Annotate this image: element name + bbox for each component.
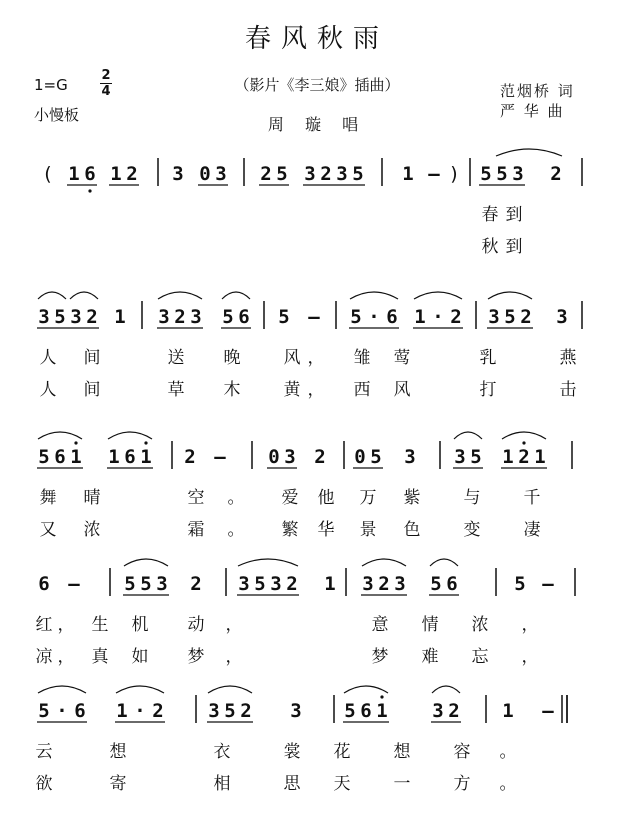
- lyric-verse-2: 到: [505, 237, 523, 257]
- jianpu-note: –: [68, 573, 80, 595]
- lyric-verse-2: 。: [227, 520, 245, 540]
- lyric-verse-1: 。: [227, 488, 245, 508]
- lyric-verse-1: 爱: [281, 488, 299, 508]
- jianpu-note: 5: [276, 163, 288, 185]
- jianpu-note: 2: [240, 700, 252, 722]
- jianpu-note: 5: [54, 306, 66, 328]
- lyric-verse-1: 紫: [403, 488, 421, 508]
- slur-arc: [38, 686, 86, 693]
- slur-arc: [454, 432, 482, 439]
- lyric-verse-1: 意: [371, 615, 389, 635]
- jianpu-note: 2: [314, 446, 326, 468]
- jianpu-note: 2: [320, 163, 332, 185]
- jianpu-note: 1: [68, 163, 80, 185]
- jianpu-note: 3: [556, 306, 568, 328]
- composer-credit: 严 华 曲: [500, 102, 565, 120]
- jianpu-note: 2: [286, 573, 298, 595]
- jianpu-note: 0: [354, 446, 366, 468]
- slur-arc: [362, 559, 406, 566]
- slur-arc: [430, 559, 458, 566]
- lyric-verse-2: 风: [393, 380, 411, 400]
- jianpu-note: 2: [378, 573, 390, 595]
- jianpu-note: 5: [480, 163, 492, 185]
- slur-arc: [38, 432, 82, 439]
- jianpu-note: 6: [446, 573, 458, 595]
- jianpu-note: ·: [134, 700, 146, 722]
- lyric-verse-2: 方: [453, 774, 471, 794]
- lyric-verse-2: ，: [307, 380, 325, 400]
- jianpu-note: 3: [172, 163, 184, 185]
- jianpu-note: 3: [284, 446, 296, 468]
- jianpu-note: 5: [370, 446, 382, 468]
- jianpu-note: 2: [260, 163, 272, 185]
- jianpu-note: 1: [110, 163, 122, 185]
- lyric-verse-2: 寄: [109, 774, 127, 794]
- jianpu-note: 1: [376, 700, 388, 722]
- slur-arc: [488, 292, 532, 299]
- lyric-verse-2: 变: [463, 520, 481, 540]
- jianpu-note: 1: [140, 446, 152, 468]
- jianpu-note: 1: [116, 700, 128, 722]
- jianpu-note: 5: [124, 573, 136, 595]
- lyric-verse-2: ，: [521, 647, 539, 667]
- lyric-verse-1: 空: [187, 488, 205, 508]
- jianpu-note: 5: [350, 306, 362, 328]
- jianpu-note: 3: [156, 573, 168, 595]
- jianpu-note: 5: [496, 163, 508, 185]
- jianpu-note: 0: [268, 446, 280, 468]
- key-signature: 1=G: [34, 76, 68, 94]
- singer-credit: 周 璇 唱: [267, 115, 367, 134]
- lyric-verse-1: 春: [481, 205, 499, 225]
- lyric-verse-2: 黄: [283, 380, 301, 400]
- lyric-verse-1: 万: [359, 488, 377, 508]
- lyric-verse-1: 生: [91, 615, 109, 635]
- jianpu-note: 2: [152, 700, 164, 722]
- lyric-verse-1: 千: [523, 488, 541, 508]
- jianpu-note: 6: [386, 306, 398, 328]
- lyric-verse-1: 到: [505, 205, 523, 225]
- jianpu-note: 5: [222, 306, 234, 328]
- lyric-verse-2: 击: [559, 380, 577, 400]
- tempo-marking: 小慢板: [34, 106, 80, 124]
- jianpu-note: 5: [140, 573, 152, 595]
- slur-arc: [414, 292, 462, 299]
- lyric-verse-1: 晚: [223, 348, 241, 368]
- jianpu-note: 1: [324, 573, 336, 595]
- lyric-verse-1: 衣: [213, 742, 231, 762]
- slur-arc: [502, 432, 546, 439]
- jianpu-note: –: [542, 573, 554, 595]
- jianpu-note: 1: [414, 306, 426, 328]
- time-signature-bottom: 4: [101, 84, 111, 99]
- jianpu-note: 3: [454, 446, 466, 468]
- slur-arc: [496, 149, 562, 156]
- jianpu-note: 5: [430, 573, 442, 595]
- lyric-verse-1: ，: [521, 615, 539, 635]
- lyric-verse-2: 霜: [187, 520, 205, 540]
- jianpu-note: 2: [448, 700, 460, 722]
- lyric-verse-1: 情: [421, 615, 439, 635]
- lyric-verse-2: 忘: [471, 647, 489, 667]
- song-title: 春风秋雨: [244, 24, 389, 54]
- lyric-verse-1: 他: [317, 488, 335, 508]
- lyric-verse-2: 梦: [187, 647, 205, 667]
- jianpu-note: 5: [352, 163, 364, 185]
- jianpu-note: –: [214, 446, 226, 468]
- lyric-verse-2: 如: [131, 647, 149, 667]
- jianpu-note: 6: [38, 573, 50, 595]
- lyric-verse-1: 浓: [471, 615, 489, 635]
- lyric-verse-1: 机: [131, 615, 149, 635]
- jianpu-note: 1: [502, 446, 514, 468]
- lyric-verse-1: 云: [35, 742, 53, 762]
- jianpu-note: 3: [512, 163, 524, 185]
- lyric-verse-1: 送: [167, 348, 185, 368]
- lyric-verse-1: 想: [109, 742, 127, 762]
- lyric-verse-2: 。: [499, 774, 517, 794]
- jianpu-note: 5: [470, 446, 482, 468]
- jianpu-note: 3: [158, 306, 170, 328]
- lyric-verse-1: 。: [499, 742, 517, 762]
- jianpu-note: 6: [238, 306, 250, 328]
- lyric-verse-2: 凄: [523, 520, 541, 540]
- lyric-verse-1: 燕: [559, 348, 577, 368]
- lyric-verse-1: 莺: [393, 348, 411, 368]
- jianpu-note: 2: [190, 573, 202, 595]
- jianpu-note: 3: [336, 163, 348, 185]
- jianpu-note: 3: [215, 163, 227, 185]
- lyric-verse-2: 相: [213, 774, 231, 794]
- lyric-verse-1: ，: [307, 348, 325, 368]
- slur-arc: [344, 686, 388, 693]
- lyric-verse-2: 真: [91, 647, 109, 667]
- jianpu-note: 3: [290, 700, 302, 722]
- lyric-verse-1: 裳: [283, 742, 301, 762]
- jianpu-note: 3: [394, 573, 406, 595]
- jianpu-note: 3: [404, 446, 416, 468]
- jianpu-note: 1: [114, 306, 126, 328]
- jianpu-note: 5: [514, 573, 526, 595]
- jianpu-note: ·: [56, 700, 68, 722]
- lyric-verse-1: 间: [83, 348, 101, 368]
- jianpu-note: ·: [432, 306, 444, 328]
- jianpu-note: 1: [70, 446, 82, 468]
- lyric-verse-2: 色: [403, 520, 421, 540]
- jianpu-note: 1: [502, 700, 514, 722]
- lyric-verse-1: 容: [453, 742, 471, 762]
- lyric-verse-2: 西: [353, 380, 371, 400]
- jianpu-note: 3: [362, 573, 374, 595]
- slur-arc: [208, 686, 252, 693]
- lyric-verse-1: ，: [57, 615, 75, 635]
- lyric-verse-2: 欲: [35, 774, 53, 794]
- jianpu-note: 6: [124, 446, 136, 468]
- lyric-verse-1: 想: [393, 742, 411, 762]
- jianpu-note: 2: [450, 306, 462, 328]
- score-parenthesis: (: [44, 163, 52, 185]
- jianpu-note: 3: [432, 700, 444, 722]
- jianpu-note: 2: [518, 446, 530, 468]
- jianpu-note: 2: [126, 163, 138, 185]
- lyricist-credit: 范烟桥 词: [500, 82, 575, 100]
- lyric-verse-2: ，: [57, 647, 75, 667]
- lyric-verse-1: 花: [333, 742, 351, 762]
- score-parenthesis: ): [450, 163, 458, 185]
- jianpu-note: 3: [488, 306, 500, 328]
- jianpu-note: 3: [70, 306, 82, 328]
- slur-arc: [158, 292, 202, 299]
- jianpu-note: 2: [174, 306, 186, 328]
- jianpu-note: 2: [520, 306, 532, 328]
- lyric-verse-2: 间: [83, 380, 101, 400]
- lyric-verse-1: ，: [225, 615, 243, 635]
- jianpu-note: 5: [224, 700, 236, 722]
- high-octave-dot: [74, 441, 77, 444]
- lyric-verse-1: 人: [39, 348, 57, 368]
- time-signature-top: 2: [101, 68, 111, 83]
- high-octave-dot: [144, 441, 147, 444]
- lyric-verse-2: 华: [317, 520, 335, 540]
- slur-arc: [238, 559, 298, 566]
- lyric-verse-1: 舞: [39, 488, 57, 508]
- lyric-verse-2: 又: [39, 520, 57, 540]
- lyric-verse-2: ，: [225, 647, 243, 667]
- lyric-verse-2: 凉: [35, 647, 53, 667]
- lyric-verse-2: 思: [283, 774, 301, 794]
- lyric-verse-1: 风: [283, 348, 301, 368]
- slur-arc: [116, 686, 164, 693]
- jianpu-note: 1: [402, 163, 414, 185]
- lyric-verse-1: 与: [463, 488, 481, 508]
- jianpu-note: 5: [504, 306, 516, 328]
- slur-arc: [70, 292, 98, 299]
- jianpu-note: 3: [270, 573, 282, 595]
- jianpu-note: 5: [254, 573, 266, 595]
- song-subtitle: （影片《李三娘》插曲）: [234, 76, 400, 94]
- jianpu-note: 3: [38, 306, 50, 328]
- lyric-verse-2: 繁: [281, 520, 299, 540]
- jianpu-note: 6: [360, 700, 372, 722]
- low-octave-dot: [88, 189, 91, 192]
- jianpu-note: 3: [238, 573, 250, 595]
- slur-arc: [222, 292, 250, 299]
- slur-arc: [108, 432, 152, 439]
- lyric-verse-2: 草: [167, 380, 185, 400]
- jianpu-note: 6: [74, 700, 86, 722]
- jianpu-note: 3: [208, 700, 220, 722]
- jianpu-note: 6: [84, 163, 96, 185]
- lyric-verse-2: 一: [393, 774, 411, 794]
- lyric-verse-1: 红: [35, 615, 53, 635]
- jianpu-note: 2: [86, 306, 98, 328]
- jianpu-note: –: [308, 306, 320, 328]
- lyric-verse-2: 景: [359, 520, 377, 540]
- jianpu-note: 0: [199, 163, 211, 185]
- lyric-verse-1: 动: [187, 615, 205, 635]
- jianpu-note: ·: [368, 306, 380, 328]
- jianpu-note: 5: [38, 700, 50, 722]
- jianpu-note: 1: [534, 446, 546, 468]
- jianpu-note: 5: [38, 446, 50, 468]
- jianpu-note: 5: [344, 700, 356, 722]
- slur-arc: [124, 559, 168, 566]
- jianpu-note: 2: [184, 446, 196, 468]
- lyric-verse-2: 难: [421, 647, 439, 667]
- jianpu-note: 2: [550, 163, 562, 185]
- jianpu-note: –: [428, 163, 440, 185]
- lyric-verse-2: 打: [479, 380, 497, 400]
- jianpu-note: –: [542, 700, 554, 722]
- lyric-verse-2: 梦: [371, 647, 389, 667]
- lyric-verse-2: 木: [223, 380, 241, 400]
- lyric-verse-2: 秋: [481, 237, 499, 257]
- lyric-verse-2: 人: [39, 380, 57, 400]
- lyric-verse-1: 雏: [353, 348, 371, 368]
- lyric-verse-1: 晴: [83, 488, 101, 508]
- lyric-verse-1: 乳: [479, 348, 497, 368]
- high-octave-dot: [380, 695, 383, 698]
- slur-arc: [38, 292, 66, 299]
- jianpu-note: 3: [190, 306, 202, 328]
- jianpu-note: 6: [54, 446, 66, 468]
- slur-arc: [432, 686, 460, 693]
- lyric-verse-2: 天: [333, 774, 351, 794]
- slur-arc: [350, 292, 398, 299]
- lyric-verse-2: 浓: [83, 520, 101, 540]
- jianpu-note: 3: [304, 163, 316, 185]
- jianpu-note: 1: [108, 446, 120, 468]
- jianpu-note: 5: [278, 306, 290, 328]
- high-octave-dot: [522, 441, 525, 444]
